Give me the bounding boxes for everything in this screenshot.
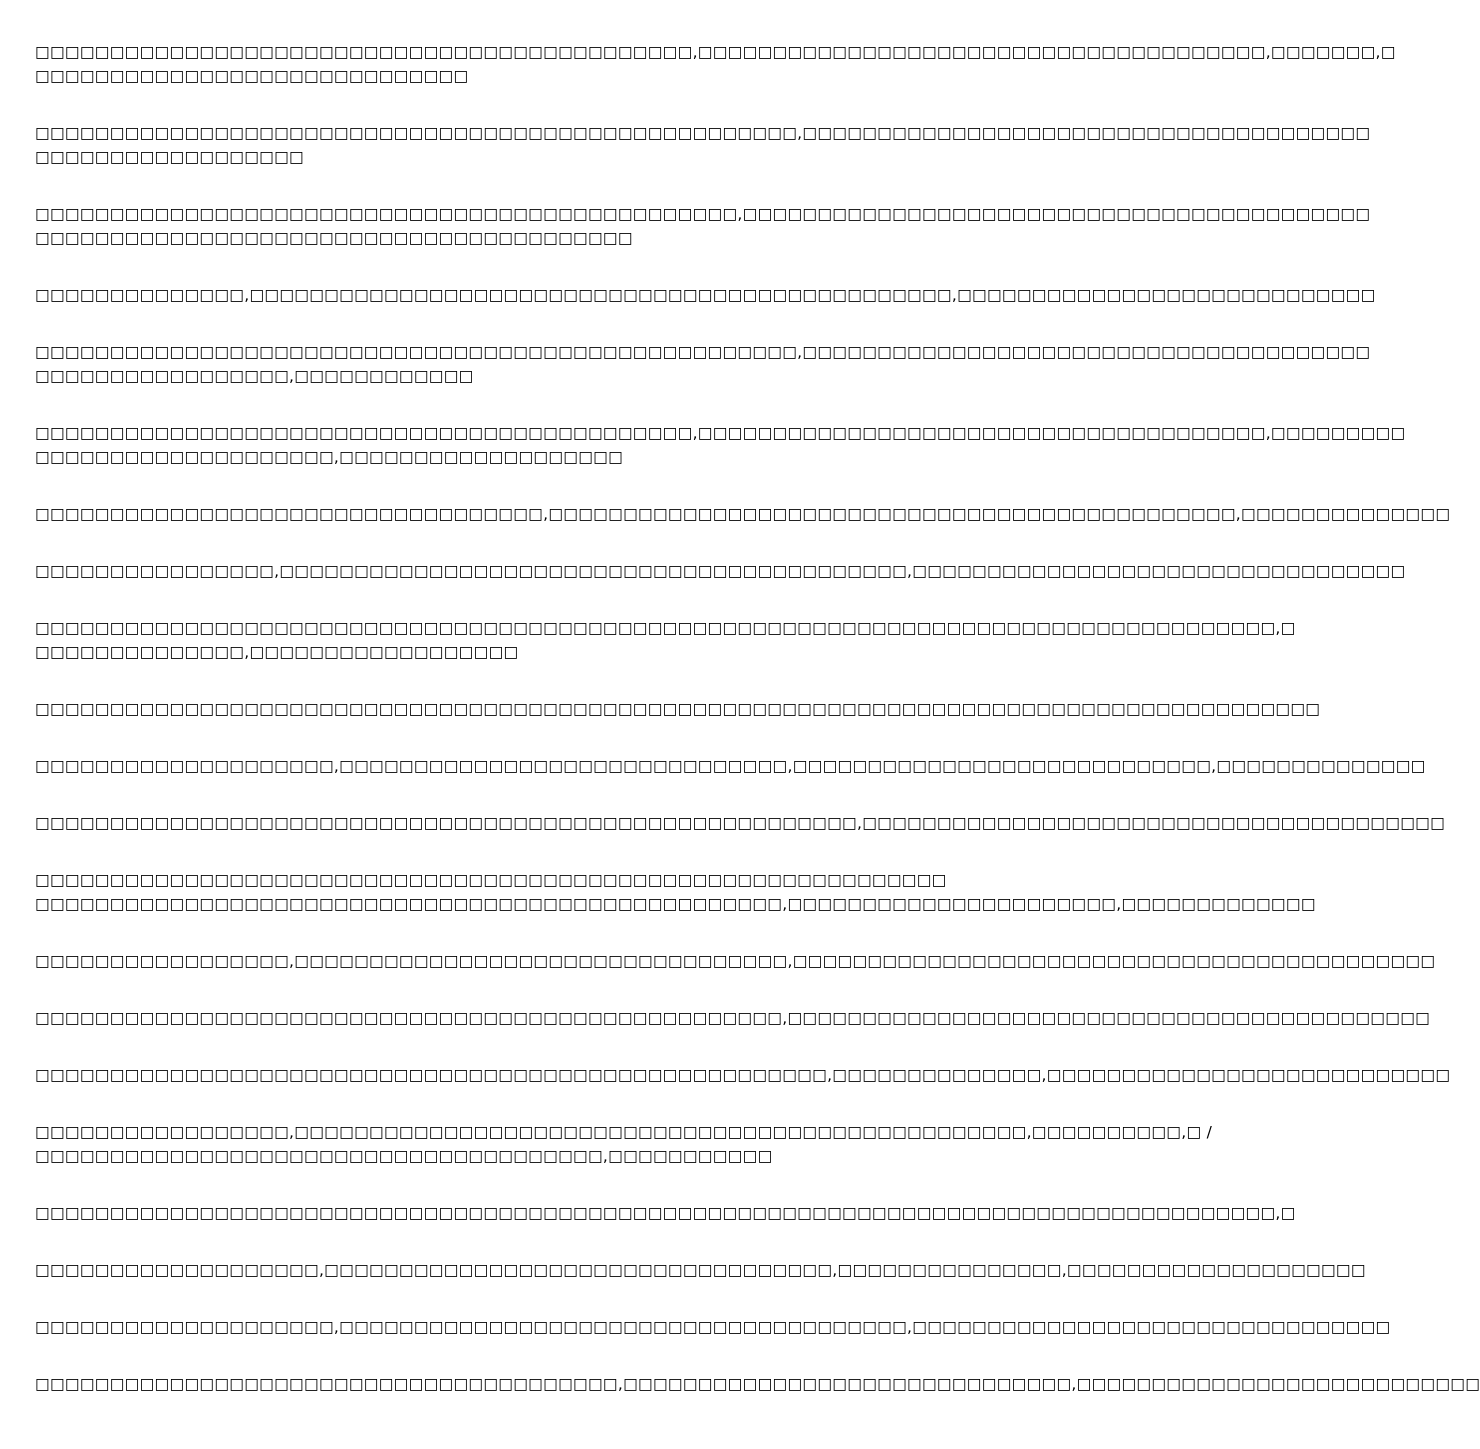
paragraph	[35, 283, 1376, 307]
paragraph-line: □□□□□□□□□□□□□□,□□□□□□□□□□□□□□□□□□	[35, 643, 519, 661]
paragraph-line: □□□□□□□□□□□□□□□□□□	[35, 148, 305, 166]
paragraph	[35, 340, 1371, 388]
paragraph	[35, 1201, 1296, 1225]
paragraph	[35, 616, 1296, 664]
document-page	[35, 40, 1480, 1429]
paragraph-line: □□□□□□□□□□□□□□□□□□□□□□□□□□□□□□□□□□□□□□□□□□□□□□□□□□□,□□□□□□□□□□□□□□□□□□□□□□□□□□□□□□□□□□□□□□	[35, 343, 1371, 361]
paragraph-line: □□□□□□□□□□□□□□□□□,□□□□□□□□□□□□□□□□□□□□□□□□□□□□□□□□□,□□□□□□□□□□□□□□□□□□□□□□□□□□□□□□□□□□□□□□□□□□□	[35, 952, 1436, 970]
paragraph-line: □□□□□□□□□□□□□□□□□□□□□□□□□□□□□	[35, 67, 469, 85]
paragraph	[35, 1120, 1213, 1168]
paragraph-line: □□□□□□□□□□□□□□□□□,□□□□□□□□□□□□	[35, 367, 474, 385]
paragraph-line: □□□□□□□□□□□□□□□□□□□□□□□□□□□□□□□□□□□□□□□□□□□□□□□□□□□□□□□□□□□□□□□□□□□□□□□□□□□□□□□□□□□,□	[35, 1204, 1296, 1222]
paragraph	[35, 202, 1371, 250]
paragraph-line: □□□□□□□□□□□□□□□□□□□□□□□□□□□□□□□□□□□□□□□□□□□□□□□,□□□□□□□□□□□□□□□□□□□□□□□□□□□□□□□□□□□□□□□□□□	[35, 205, 1371, 223]
paragraph	[35, 559, 1406, 583]
paragraph-line: □□□□□□□□□□□□□□□□□□□□□□□□□□□□□□□□□□□□□□□□□□□□□□□□□□□□□,□□□□□□□□□□□□□□,□□□□□□□□□□□□□□□□□□□□□□□□□□□	[35, 1066, 1451, 1084]
paragraph	[35, 421, 1406, 469]
paragraph-line: □□□□□□□□□□□□□□□□□□□□,□□□□□□□□□□□□□□□□□□□□□□□□□□□□□□,□□□□□□□□□□□□□□□□□□□□□□□□□□□□,□□□□□□□□□□□□□□	[35, 757, 1426, 775]
paragraph-line: □□□□□□□□□□□□□□□□□□□,□□□□□□□□□□□□□□□□□□□□□□□□□□□□□□□□□□,□□□□□□□□□□□□□□□,□□□□□□□□□□□□□□□□□□□□	[35, 1261, 1366, 1279]
paragraph	[35, 1063, 1451, 1087]
paragraph-line: □□□□□□□□□□□□□□□□□□□□□□□□□□□□□□□□□□□□□□□□□□□□□□□□□□□□□□□□□□□□□□□□□□□□□□□□□□□□□□□□□□□,□	[35, 619, 1296, 637]
paragraph-line: □□□□□□□□□□□□□□□□□□□□□□□□□□□□□□□□□□□□□□□□□□□□□□□□□□□□□□□□□□□□□□□□□□□□□□□□□□□□□□□□□□□□□□	[35, 700, 1321, 718]
paragraph	[35, 868, 1316, 916]
paragraph-line: □□□□□□□□□□□□□□□□□□□□,□□□□□□□□□□□□□□□□□□□□□□□□□□□□□□□□□□□□□□,□□□□□□□□□□□□□□□□□□□□□□□□□□□□□□□□	[35, 1318, 1391, 1336]
paragraph	[35, 754, 1426, 778]
paragraph-line: □□□□□□□□□□□□□□□□□□□□□□□□□□□□□□□□□□□□□□□□□□□□,□□□□□□□□□□□□□□□□□□□□□□□□□□□□□□□□□□□□□□,□□□□□□□,□	[35, 43, 1396, 61]
paragraph-line: □□□□□□□□□□□□□□□□,□□□□□□□□□□□□□□□□□□□□□□□□□□□□□□□□□□□□□□□□□□,□□□□□□□□□□□□□□□□□□□□□□□□□□□□□□□□□	[35, 562, 1406, 580]
paragraph	[35, 40, 1396, 88]
paragraph	[35, 1258, 1366, 1282]
paragraph-line: □□□□□□□□□□□□□□□□□□□□□□□□□□□□□□□□□□□□□□□□□□□□□□□□□□,□□□□□□□□□□□□□□□□□□□□□□□□□□□□□□□□□□□□□□□□□□□	[35, 1009, 1431, 1027]
paragraph	[35, 1372, 1480, 1396]
paragraph-line: □□□□□□□□□□□□□□□□□□□□□□□□□□□□□□□□□□,□□□□□□□□□□□□□□□□□□□□□□□□□□□□□□□□□□□□□□□□□□□□□□,□□□□□□□□□□□□□□	[35, 505, 1451, 523]
paragraph	[35, 121, 1371, 169]
paragraph-line: □□□□□□□□□□□□□□□□□□□□,□□□□□□□□□□□□□□□□□□□	[35, 448, 624, 466]
paragraph-line: □□□□□□□□□□□□□□□□□□□□□□□□□□□□□□□□□□□□□□□□□□□□□□□□□□,□□□□□□□□□□□□□□□□□□□□□□,□□□□□□□□□□□□□	[35, 895, 1316, 913]
paragraph-line: □□□□□□□□□□□□□□,□□□□□□□□□□□□□□□□□□□□□□□□□□□□□□□□□□□□□□□□□□□□□□□,□□□□□□□□□□□□□□□□□□□□□□□□□□□□	[35, 286, 1376, 304]
paragraph-line: □□□□□□□□□□□□□□□□□□□□□□□□□□□□□□□□□□□□□□□□□□□□,□□□□□□□□□□□□□□□□□□□□□□□□□□□□□□□□□□□□□□,□□□□□□□□□	[35, 424, 1406, 442]
paragraph-line: □□□□□□□□□□□□□□□□□□□□□□□□□□□□□□□□□□□□□□□□□□□□□□□□□□□□□□□,□□□□□□□□□□□□□□□□□□□□□□□□□□□□□□□□□□□□□□□	[35, 814, 1446, 832]
paragraph	[35, 1315, 1391, 1339]
paragraph-line: □□□□□□□□□□□□□□□□□□□□□□□□□□□□□□□□□□□□□□□□□□□□□□□□□□□,□□□□□□□□□□□□□□□□□□□□□□□□□□□□□□□□□□□□□□	[35, 124, 1371, 142]
paragraph-line: □□□□□□□□□□□□□□□□□□□□□□□□□□□□□□□□□□□□□□□,□□□□□□□□□□□□□□□□□□□□□□□□□□□□□□,□□□□□□□□□□□□□□□□□□□□□□□□□□□	[35, 1375, 1480, 1393]
paragraph	[35, 697, 1321, 721]
paragraph-line: □□□□□□□□□□□□□□□□□□□□□□□□□□□□□□□□□□□□□□□□	[35, 229, 633, 247]
paragraph	[35, 502, 1451, 526]
paragraph-line: □□□□□□□□□□□□□□□□□□□□□□□□□□□□□□□□□□□□□□□□□□□□□□□□□□□□□□□□□□□□□	[35, 871, 947, 889]
paragraph	[35, 949, 1436, 973]
paragraph-line: □□□□□□□□□□□□□□□□□,□□□□□□□□□□□□□□□□□□□□□□□□□□□□□□□□□□□□□□□□□□□□□□□□□,□□□□□□□□□□,□ /	[35, 1123, 1213, 1141]
paragraph-line: □□□□□□□□□□□□□□□□□□□□□□□□□□□□□□□□□□□□□□,□□□□□□□□□□□	[35, 1147, 773, 1165]
paragraph	[35, 811, 1446, 835]
paragraph	[35, 1006, 1431, 1030]
